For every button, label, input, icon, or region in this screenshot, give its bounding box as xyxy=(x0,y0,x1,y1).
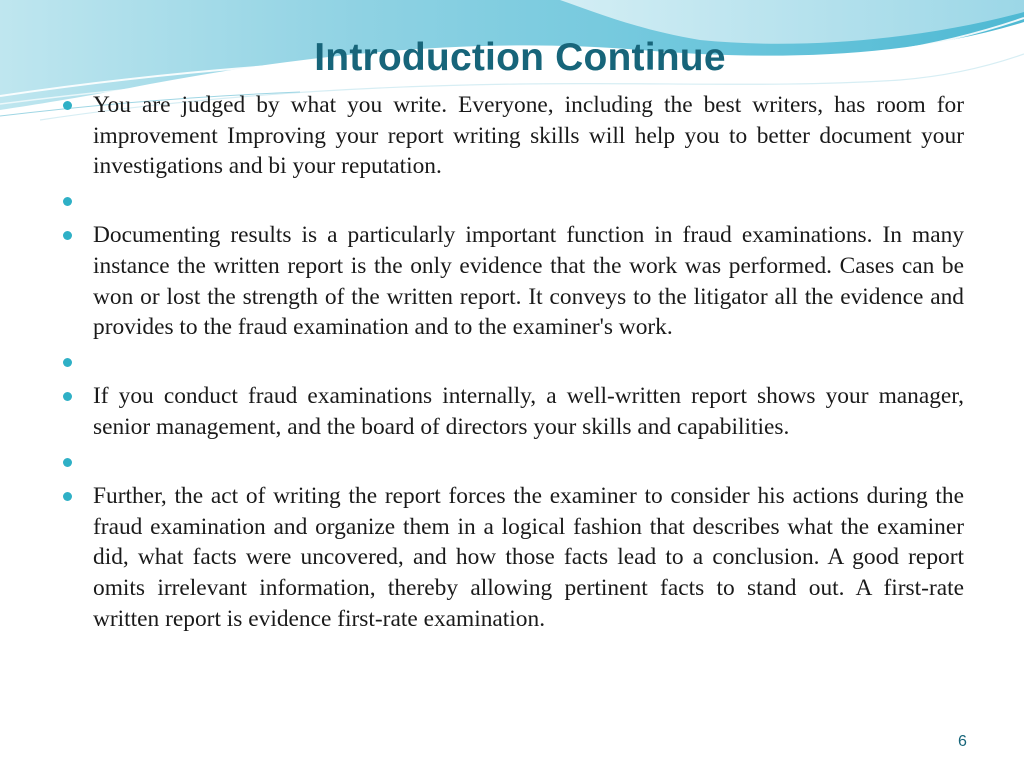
bullet-text: Documenting results is a particularly important function in fraud examinations. In many instance the written report is the only evidence that the work was performed. Cases can be won or lost the strength of the written report. It conveys to the litigator all the evidence and provides to the fraud examination and to the examiner's work. xyxy=(93,222,964,341)
bullet-list xyxy=(62,90,964,634)
bullet-item xyxy=(62,90,964,182)
bullet-dot-icon xyxy=(63,358,72,367)
bullet-dot-icon xyxy=(63,101,72,110)
slide-title: Introduction Continue xyxy=(314,36,726,79)
page-number: 6 xyxy=(958,733,967,750)
bullet-item-empty xyxy=(62,186,964,217)
bullet-dot-icon xyxy=(63,492,72,501)
bullet-dot-icon xyxy=(63,392,72,401)
bullet-item-empty xyxy=(62,347,964,378)
bullet-item xyxy=(62,381,964,442)
bullet-item xyxy=(62,220,964,342)
bullet-dot-icon xyxy=(63,231,72,240)
bullet-item xyxy=(62,481,964,634)
bullet-text: If you conduct fraud examinations internally, a well-written report shows your manager, senior management, and the board of directors your skills and capabilities. xyxy=(93,383,964,440)
bullet-item-empty xyxy=(62,447,964,478)
bullet-text: Further, the act of writing the report forces the examiner to consider his actions during the fraud examination and organize them in a logical fashion that describes what the examiner did, what facts were uncovered, and how those facts lead to a conclusion. A good report omits irrelevant information, thereby allowing pertinent facts to stand out. A first-rate written report is evidence first-rate examination. xyxy=(93,483,964,632)
bullet-dot-icon xyxy=(63,458,72,467)
bullet-text: You are judged by what you write. Everyone, including the best writers, has room for improvement Improving your report writing skills will help you to better document your investigations and bi your reputation. xyxy=(93,92,964,180)
bullet-dot-icon xyxy=(63,197,72,206)
